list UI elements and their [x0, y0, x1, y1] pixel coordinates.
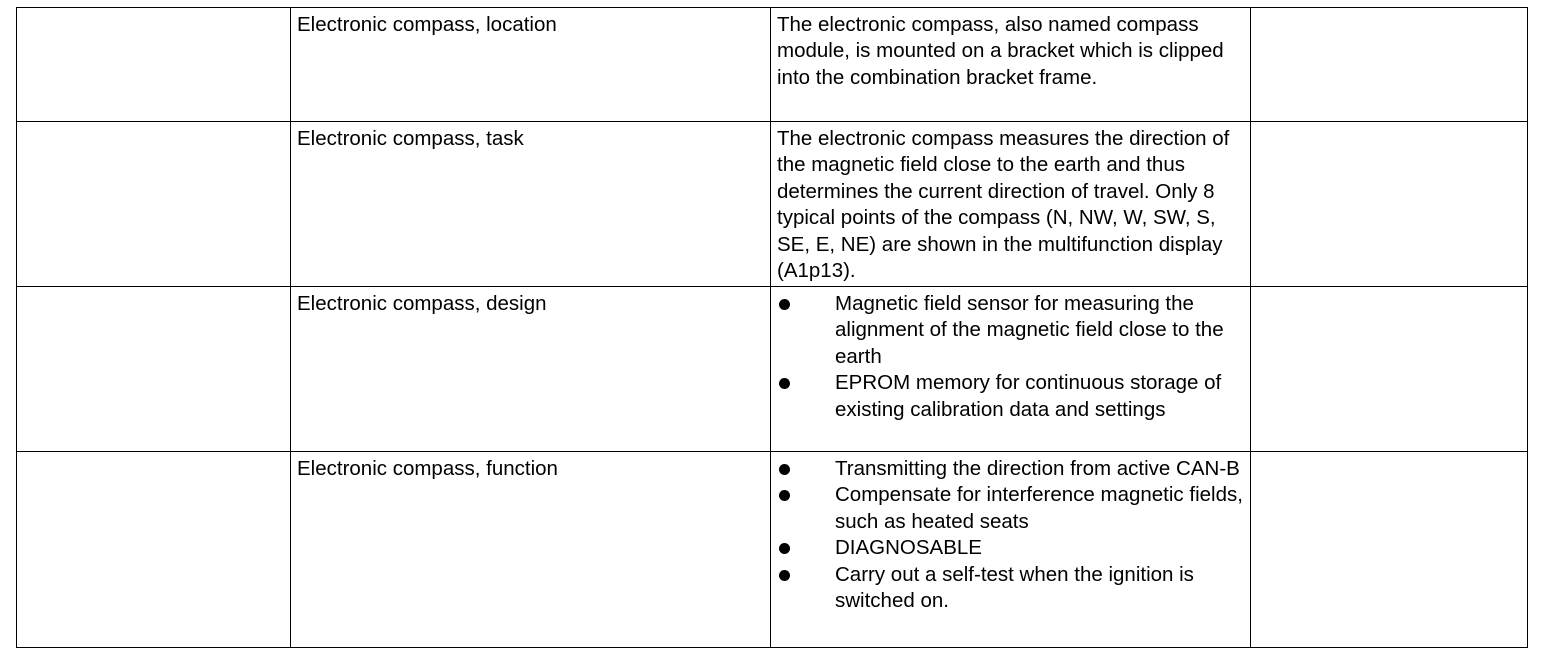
blank-cell — [17, 122, 291, 287]
topic-label-function: Electronic compass, function — [291, 452, 771, 648]
topic-label-design: Electronic compass, design — [291, 287, 771, 452]
list-item — [777, 370, 1244, 423]
bullet-icon — [779, 299, 790, 310]
list-item — [777, 562, 1244, 615]
list-item-text: Carry out a self-test when the ignition is switched on. — [835, 562, 1194, 613]
list-item — [777, 482, 1244, 535]
bullet-list — [777, 456, 1244, 614]
bullet-icon — [779, 570, 790, 581]
list-item-text: DIAGNOSABLE — [835, 536, 982, 560]
bullet-icon — [779, 464, 790, 475]
blank-cell — [1251, 8, 1528, 122]
table-row — [17, 287, 1528, 452]
blank-cell — [17, 452, 291, 648]
list-item — [777, 291, 1244, 370]
bullet-icon — [779, 490, 790, 501]
list-item-text: Transmitting the direction from active CAN-B — [835, 457, 1240, 480]
table-row — [17, 8, 1528, 122]
topic-label-task: Electronic compass, task — [291, 122, 771, 287]
blank-cell — [1251, 287, 1528, 452]
topic-label-location: Electronic compass, location — [291, 8, 771, 122]
table-row — [17, 122, 1528, 287]
list-item-text: Magnetic field sensor for measuring the alignment of the magnetic field close to the earth — [835, 292, 1224, 368]
list-item — [777, 456, 1244, 482]
document-table — [16, 7, 1528, 648]
bullet-list — [777, 291, 1244, 423]
blank-cell — [17, 287, 291, 452]
bullet-icon — [779, 543, 790, 554]
description-function — [771, 452, 1251, 648]
blank-cell — [1251, 122, 1528, 287]
table-row — [17, 452, 1528, 648]
list-item-text: EPROM memory for continuous storage of existing calibration data and settings — [835, 371, 1222, 421]
list-item-text: Compensate for interference magnetic fields, such as heated seats — [835, 483, 1243, 533]
description-design — [771, 287, 1251, 452]
description-location: The electronic compass, also named compass module, is mounted on a bracket which is clipped into the combination bracket frame. — [771, 8, 1251, 122]
description-task: The electronic compass measures the direction of the magnetic field close to the earth and thus determines the current direction of travel. Only 8 typical points of the compass (N, NW, W, SW, S, SE, E, NE) are shown in the multifunction display (A1p13). — [771, 122, 1251, 287]
bullet-icon — [779, 378, 790, 389]
blank-cell — [17, 8, 291, 122]
blank-cell — [1251, 452, 1528, 648]
list-item — [777, 535, 1244, 561]
